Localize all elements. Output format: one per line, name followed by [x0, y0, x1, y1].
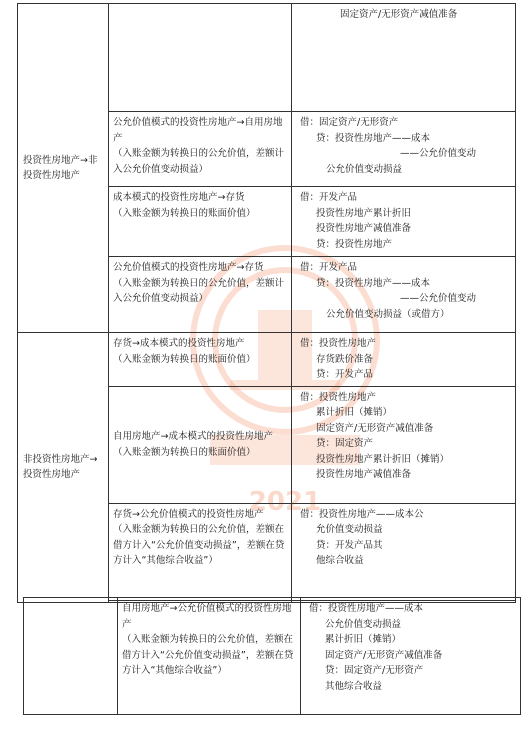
category-cell [18, 4, 109, 333]
conversion-type: 公允价值模式的投资性房地产→存货 [113, 262, 264, 273]
entry-line: 固定资产/无形资产减值准备 [340, 9, 458, 20]
conversion-type: 存货→公允价值模式的投资性房地产 [113, 508, 264, 520]
table-row [18, 4, 516, 112]
entry-line: 公允价值变动损益（或借方） [326, 308, 450, 320]
entry-cell [292, 386, 516, 503]
entry-line: 借：投资性房地产——成本公 [300, 508, 424, 520]
category-cell [24, 598, 118, 715]
entry-line: 借：开发产品 [300, 192, 358, 203]
conversion-type: 自用房地产→成本模式的投资性房地产 [113, 431, 273, 442]
conversion-type: 存货→成本模式的投资性房地产 [113, 338, 245, 349]
conversion-table [17, 3, 516, 603]
entry-line: 投资性房地产累计折旧（摊销） [316, 453, 450, 465]
entry-line: 投资性房地产累计折旧 [316, 207, 412, 219]
category-label: 非投资性房地产→投资性房地产 [23, 453, 98, 481]
valuation-note: （入账金额为转换日的公允价值，差额计入公允价值变动损益） [113, 148, 285, 175]
entry-cell [292, 112, 516, 187]
description-cell [109, 4, 292, 112]
entry-line: 贷：固定资产 [316, 438, 374, 449]
description-cell [109, 333, 292, 387]
entry-cell [292, 4, 516, 112]
description-cell [109, 503, 292, 600]
description-cell [109, 112, 292, 187]
entry-line: 贷：投资性房地产 [316, 238, 393, 250]
entry-cell [292, 187, 516, 257]
entry-cell [301, 598, 521, 715]
description-cell [109, 257, 292, 333]
description-cell [118, 598, 301, 715]
entry-line: 借：固定资产/无形资产 [300, 117, 399, 128]
entry-line: 借：投资性房地产——成本 [309, 603, 424, 614]
entry-line: 贷：开发产品其 [316, 539, 383, 551]
category-cell [18, 333, 109, 603]
valuation-note: （入账金额为转换日的公允价值，差额在借方计入“公允价值变动损益”，差额在贷方计入“其他综合收益”） [113, 524, 285, 566]
watermark-year: 2021 [248, 487, 322, 517]
entry-cell [292, 257, 516, 333]
entry-line: 累计折旧（摊销） [316, 407, 393, 418]
entry-cell [292, 333, 516, 387]
entry-line: 借：开发产品 [300, 262, 358, 273]
conversion-type: 成本模式的投资性房地产→存货 [113, 192, 245, 203]
conversion-type: 公允价值模式的投资性房地产→自用房地产 [113, 117, 283, 144]
entry-line: 贷：投资性房地产——成本 [316, 277, 431, 289]
entry-line: 借：投资性房地产 [300, 391, 377, 403]
valuation-note: （入账金额为转换日的账面价值） [113, 207, 256, 219]
entry-line: 公允价值变动损益 [325, 618, 402, 630]
valuation-note: （入账金额为转换日的公允价值，差额计入公允价值变动损益） [113, 277, 285, 304]
valuation-note: （入账金额为转换日的账面价值） [113, 353, 256, 365]
entry-line: 借：投资性房地产 [300, 338, 377, 349]
entry-line: 其他综合收益 [325, 680, 383, 692]
table-row [24, 598, 521, 715]
description-cell [109, 386, 292, 503]
table-row [18, 333, 516, 387]
entry-line: 存货跌价准备 [316, 353, 374, 365]
entry-line: 固定资产/无形资产减值准备 [316, 422, 434, 434]
entry-line: 允价值变动损益 [316, 524, 383, 535]
entry-line: 他综合收益 [316, 555, 364, 566]
conversion-table-continued [23, 597, 521, 715]
valuation-note: （入账金额为转换日的公允价值，差额在借方计入“公允价值变动损益”，差额在贷方计入“其他综合收益”） [122, 634, 294, 676]
description-cell [109, 187, 292, 257]
entry-line: 贷：固定资产/无形资产 [325, 665, 424, 676]
entry-cell [292, 503, 516, 600]
valuation-note: （入账金额为转换日的账面价值） [113, 446, 256, 458]
entry-line: 贷：开发产品 [316, 369, 374, 380]
entry-line: 贷：投资性房地产——成本 [316, 132, 431, 144]
entry-line: 累计折旧（摊销） [325, 634, 402, 645]
entry-line: ——公允价值变动 [400, 148, 477, 159]
entry-line: 投资性房地产减值准备 [316, 469, 412, 480]
entry-line: ——公允价值变动 [400, 293, 477, 304]
entry-line: 固定资产/无形资产减值准备 [325, 649, 443, 661]
entry-line: 投资性房地产减值准备 [316, 223, 412, 234]
conversion-type: 自用房地产→公允价值模式的投资性房地产 [122, 603, 292, 630]
category-label: 投资性房地产→非投资性房地产 [23, 154, 98, 181]
entry-line: 公允价值变动损益 [326, 163, 403, 175]
